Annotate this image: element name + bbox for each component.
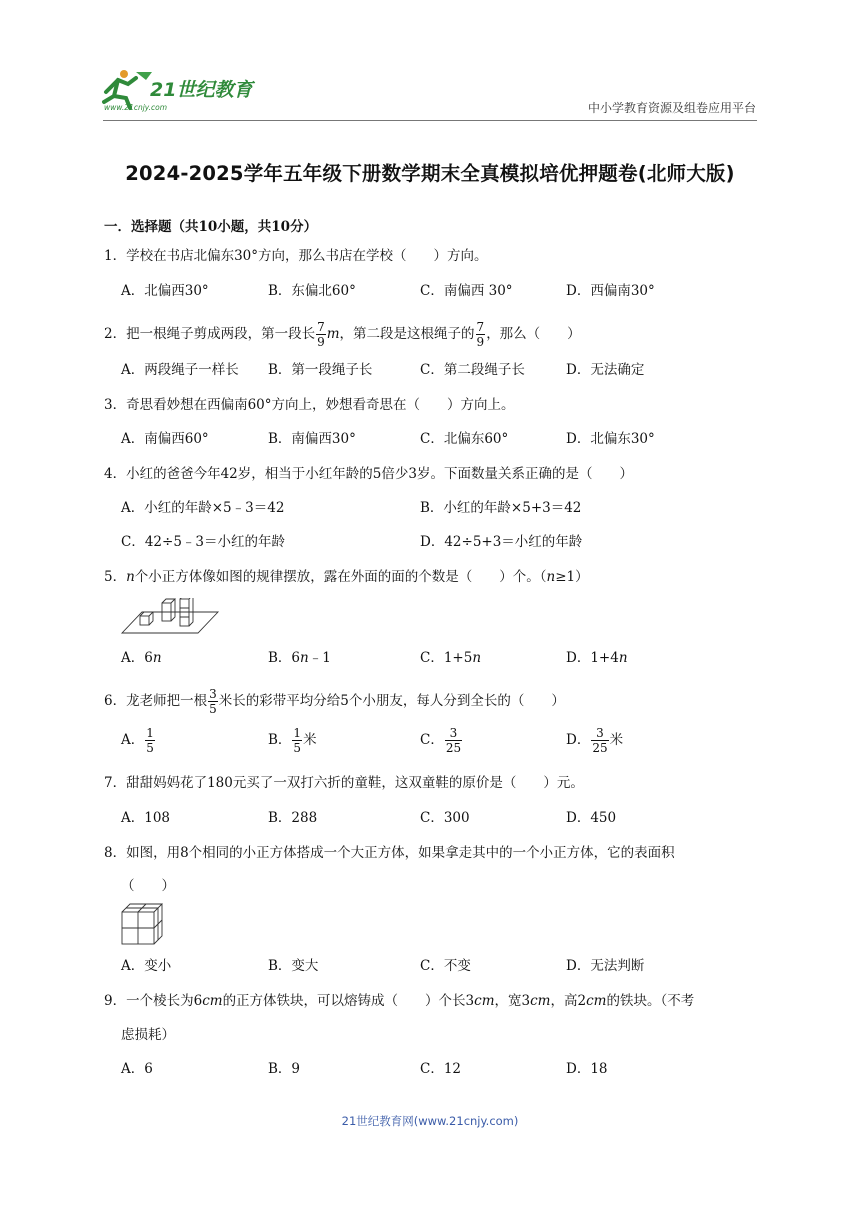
q9-option-d: D．18	[566, 1061, 608, 1077]
question-8: 8．如图，用8个相同的小正方体搭成一个大正方体，如果拿走其中的一个小正方体，它的表面积	[104, 845, 675, 861]
q9-option-a: A．6	[121, 1061, 153, 1077]
q2-fraction-length: $\frac{7}{9}$	[317, 320, 325, 349]
page-title: 2024-2025学年五年级下册数学期末全真模拟培优押题卷(北师大版)	[125, 162, 735, 185]
q2-text-3: ，那么（ ）	[486, 326, 581, 342]
question-5: 5．n个小正方体像如图的规律摆放，露在外面的面的个数是（ ）个。（n≥1）	[104, 569, 589, 585]
q4-option-d: D．42÷5+3＝小红的年龄	[420, 534, 583, 550]
q6-fraction: $\frac{3}{5}$	[209, 687, 217, 716]
q6-option-d: D． $\frac{3}{25}$ 米	[566, 726, 624, 755]
q5-number: 5．	[104, 569, 127, 585]
q3-option-a: A．南偏西60°	[121, 431, 209, 447]
section-heading: 一．选择题（共10小题，共10分）	[104, 219, 318, 235]
q5-option-c: C．1+5n	[420, 650, 482, 666]
q2-text-2: ，第二段是这根绳子的	[339, 326, 475, 342]
big-cube-figure	[120, 902, 164, 946]
q6-option-a: A． $\frac{1}{5}$	[121, 726, 154, 755]
q5-option-d: D．1+4n	[566, 650, 628, 666]
q3-option-d: D．北偏东30°	[566, 431, 655, 447]
q6-option-c: C． $\frac{3}{25}$	[420, 726, 462, 755]
question-6: 6．龙老师把一根 $\frac{3}{5}$ 米长的彩带平均分给5个小朋友，每人分到全长的（ ）	[104, 687, 565, 716]
q5-option-a: A．6n	[121, 650, 162, 666]
q1-option-b: B．东偏北60°	[268, 283, 356, 299]
q4-option-b: B．小红的年龄×5+3＝42	[420, 500, 582, 516]
q5-option-b: B．6n﹣1	[268, 650, 331, 666]
footer-link[interactable]: 21世纪教育网(www.21cnjy.com)	[341, 1114, 519, 1128]
q7-option-c: C．300	[420, 810, 470, 826]
question-8-cont: （ ）	[121, 878, 175, 894]
logo-url: www.21cnjy.com	[104, 103, 168, 112]
q8-option-a: A．变小	[121, 958, 172, 974]
question-4: 4．小红的爸爸今年42岁，相当于小红年龄的5倍少3岁。下面数量关系正确的是（ ）	[104, 466, 633, 482]
q3-option-c: C．北偏东60°	[420, 431, 509, 447]
q4-option-a: A．小红的年龄×5﹣3＝42	[121, 500, 285, 516]
q6-option-b: B． $\frac{1}{5}$ 米	[268, 726, 317, 755]
q2-option-c: C．第二段绳子长	[420, 362, 525, 378]
q1-option-d: D．西偏南30°	[566, 283, 655, 299]
q7-option-d: D．450	[566, 810, 617, 826]
q2-option-a: A．两段绳子一样长	[121, 362, 239, 378]
q4-option-c: C．42÷5﹣3＝小红的年龄	[121, 534, 285, 550]
q8-option-d: D．无法判断	[566, 958, 645, 974]
q8-option-b: B．变大	[268, 958, 319, 974]
question-2	[104, 320, 581, 349]
q2-option-d: D．无法确定	[566, 362, 645, 378]
question-7: 7．甜甜妈妈花了180元买了一双打六折的童鞋，这双童鞋的原价是（ ）元。	[104, 775, 584, 791]
q3-option-b: B．南偏西30°	[268, 431, 356, 447]
question-1: 1．学校在书店北偏东30°方向，那么书店在学校（ ）方向。	[104, 248, 488, 264]
cube-pattern-figure	[120, 598, 220, 636]
logo-text: 21世纪教育	[150, 79, 253, 101]
question-9: 9．一个棱长为6cm的正方体铁块，可以熔铸成（ ）个长3cm，宽3cm，高2cm的铁块。（不考	[104, 993, 695, 1009]
q1-option-c: C．南偏西 30°	[420, 283, 513, 299]
q8-option-c: C．不变	[420, 958, 471, 974]
header-divider	[103, 120, 757, 121]
q9-option-c: C．12	[420, 1061, 462, 1077]
q2-fraction-part: $\frac{7}{9}$	[476, 320, 485, 349]
question-3: 3．奇思看妙想在西偏南60°方向上，妙想看奇思在（ ）方向上。	[104, 397, 515, 413]
q1-option-a: A．北偏西30°	[121, 283, 209, 299]
q2-option-b: B．第一段绳子长	[268, 362, 373, 378]
q9-option-b: B．9	[268, 1061, 301, 1077]
platform-name: 中小学教育资源及组卷应用平台	[587, 101, 756, 115]
q2-unit: m	[326, 326, 340, 342]
q7-option-a: A．108	[121, 810, 171, 826]
q2-text-1: 2．把一根绳子剪成两段，第一段长	[104, 326, 316, 342]
question-9-cont: 虑损耗）	[121, 1027, 175, 1043]
q7-option-b: B．288	[268, 810, 318, 826]
logo	[96, 66, 266, 112]
